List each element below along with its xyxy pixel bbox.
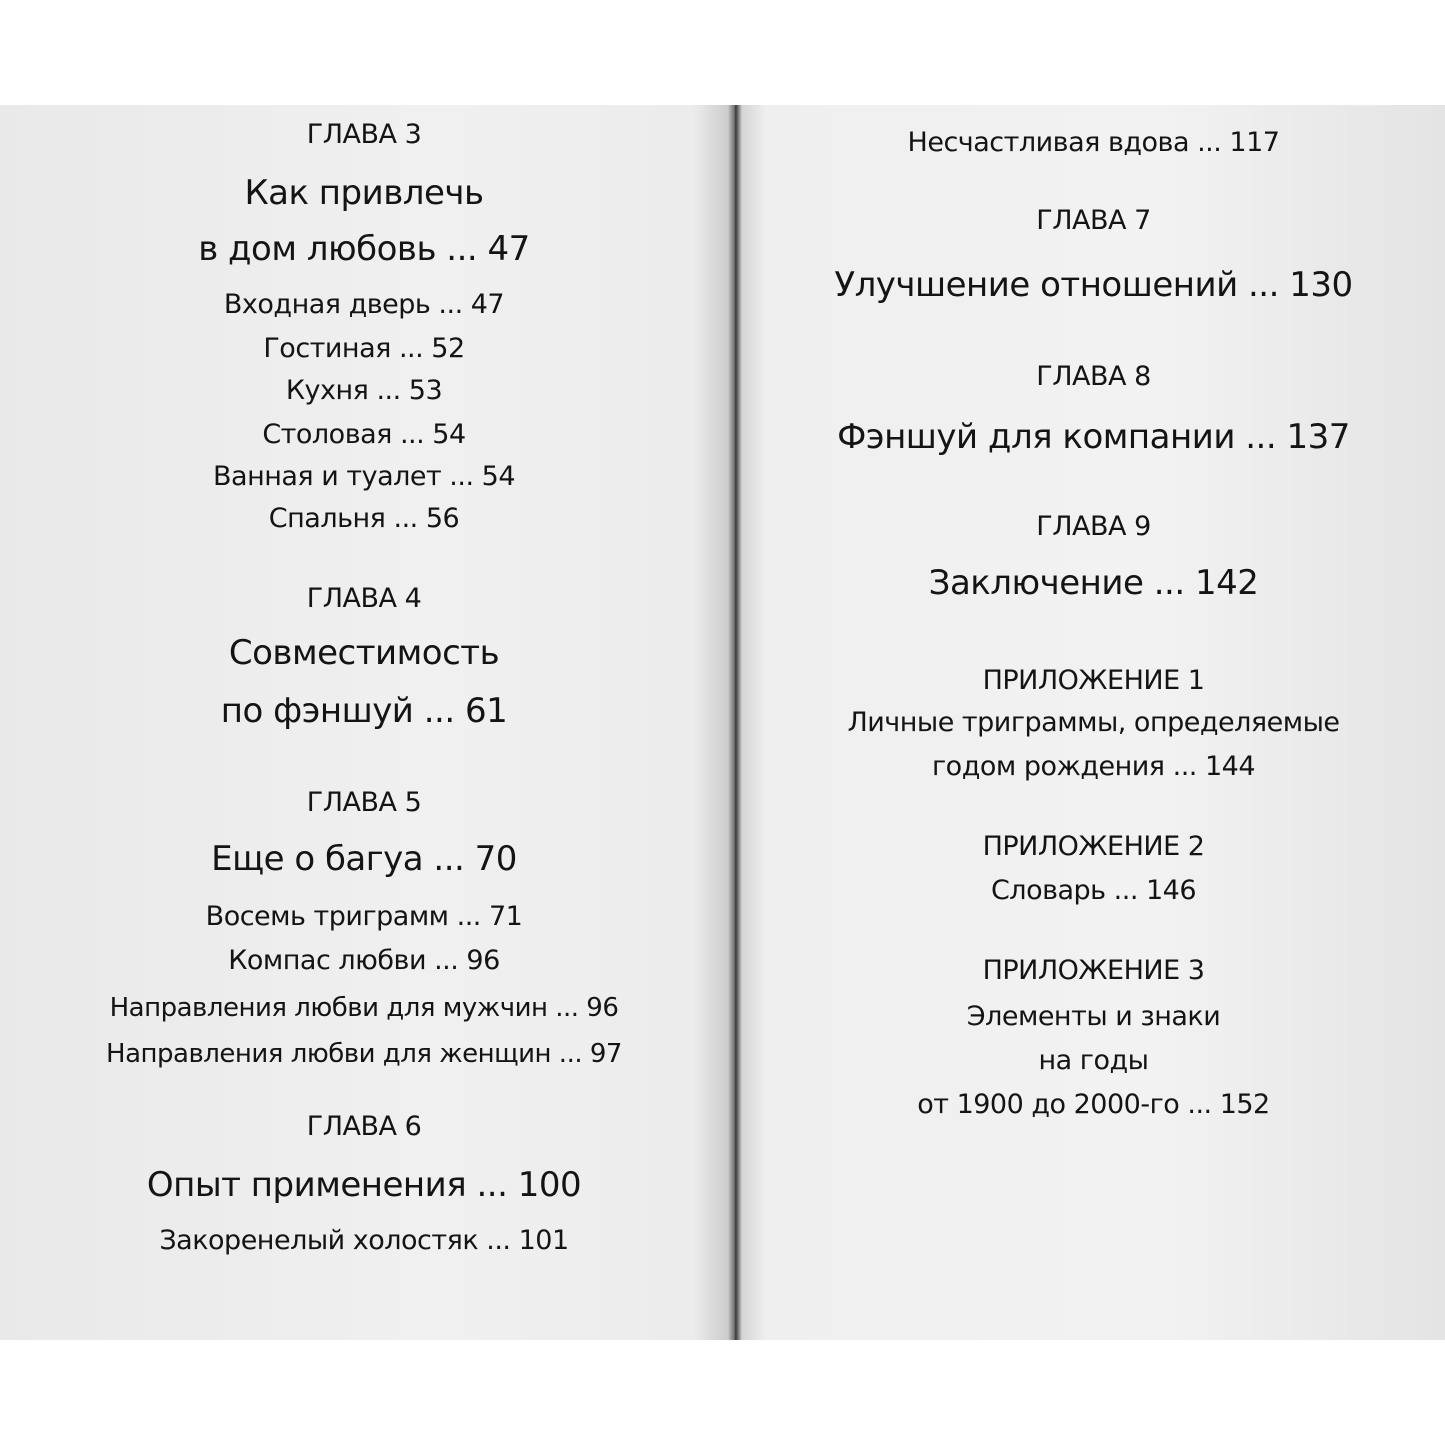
chapter-5-title: Еще о багуа ... 70: [211, 839, 517, 879]
toc-item: Ванная и туалет ... 54: [213, 461, 515, 492]
toc-item: Восемь триграмм ... 71: [205, 901, 523, 932]
appendix-1-label: ПРИЛОЖЕНИЕ 1: [982, 665, 1205, 696]
toc-item: Кухня ... 53: [285, 375, 443, 406]
chapter-5-label: ГЛАВА 5: [306, 787, 422, 818]
appendix-1-title-line-1: Личные триграммы, определяемые: [847, 707, 1340, 738]
chapter-6-title: Опыт применения ... 100: [146, 1165, 582, 1205]
toc-item: Направления любви для женщин ... 97: [106, 1039, 622, 1069]
appendix-3-title-line-3: от 1900 до 2000-го ... 152: [917, 1089, 1270, 1120]
appendix-3-title-line-2: на годы: [1038, 1045, 1149, 1076]
chapter-8-title: Фэншуй для компании ... 137: [837, 417, 1350, 457]
appendix-1-title-line-2: годом рождения ... 144: [932, 751, 1255, 782]
chapter-9-title: Заключение ... 142: [928, 563, 1259, 603]
toc-item: Несчастливая вдова ... 117: [907, 127, 1280, 158]
left-page: [0, 105, 728, 1340]
appendix-2-label: ПРИЛОЖЕНИЕ 2: [982, 831, 1205, 862]
toc-item: Гостиная ... 52: [263, 333, 465, 364]
right-page: [742, 105, 1445, 1340]
toc-item: Столовая ... 54: [262, 419, 466, 450]
chapter-6-label: ГЛАВА 6: [306, 1111, 422, 1142]
toc-item: Спальня ... 56: [268, 503, 460, 534]
chapter-7-label: ГЛАВА 7: [1036, 205, 1151, 236]
appendix-2-title: Словарь ... 146: [990, 875, 1197, 906]
book-spread: [0, 105, 1445, 1340]
chapter-8-label: ГЛАВА 8: [1036, 361, 1151, 392]
appendix-3-title-line-1: Элементы и знаки: [966, 1001, 1221, 1032]
book-gutter: [728, 105, 742, 1340]
appendix-3-label: ПРИЛОЖЕНИЕ 3: [982, 955, 1205, 986]
toc-item: Компас любви ... 96: [228, 945, 500, 976]
chapter-4-title-line-2: по фэншуй ... 61: [220, 691, 508, 731]
chapter-3-title-line-1: Как привлечь: [244, 173, 484, 213]
toc-item: Входная дверь ... 47: [223, 289, 505, 320]
chapter-4-label: ГЛАВА 4: [306, 583, 422, 614]
chapter-4-title-line-1: Совместимость: [228, 633, 500, 673]
toc-item: Закоренелый холостяк ... 101: [159, 1225, 569, 1256]
chapter-3-label: ГЛАВА 3: [306, 119, 422, 150]
chapter-7-title: Улучшение отношений ... 130: [834, 265, 1353, 305]
chapter-3-title-line-2: в дом любовь ... 47: [198, 229, 530, 269]
chapter-9-label: ГЛАВА 9: [1036, 511, 1151, 542]
toc-item: Направления любви для мужчин ... 96: [109, 993, 619, 1023]
